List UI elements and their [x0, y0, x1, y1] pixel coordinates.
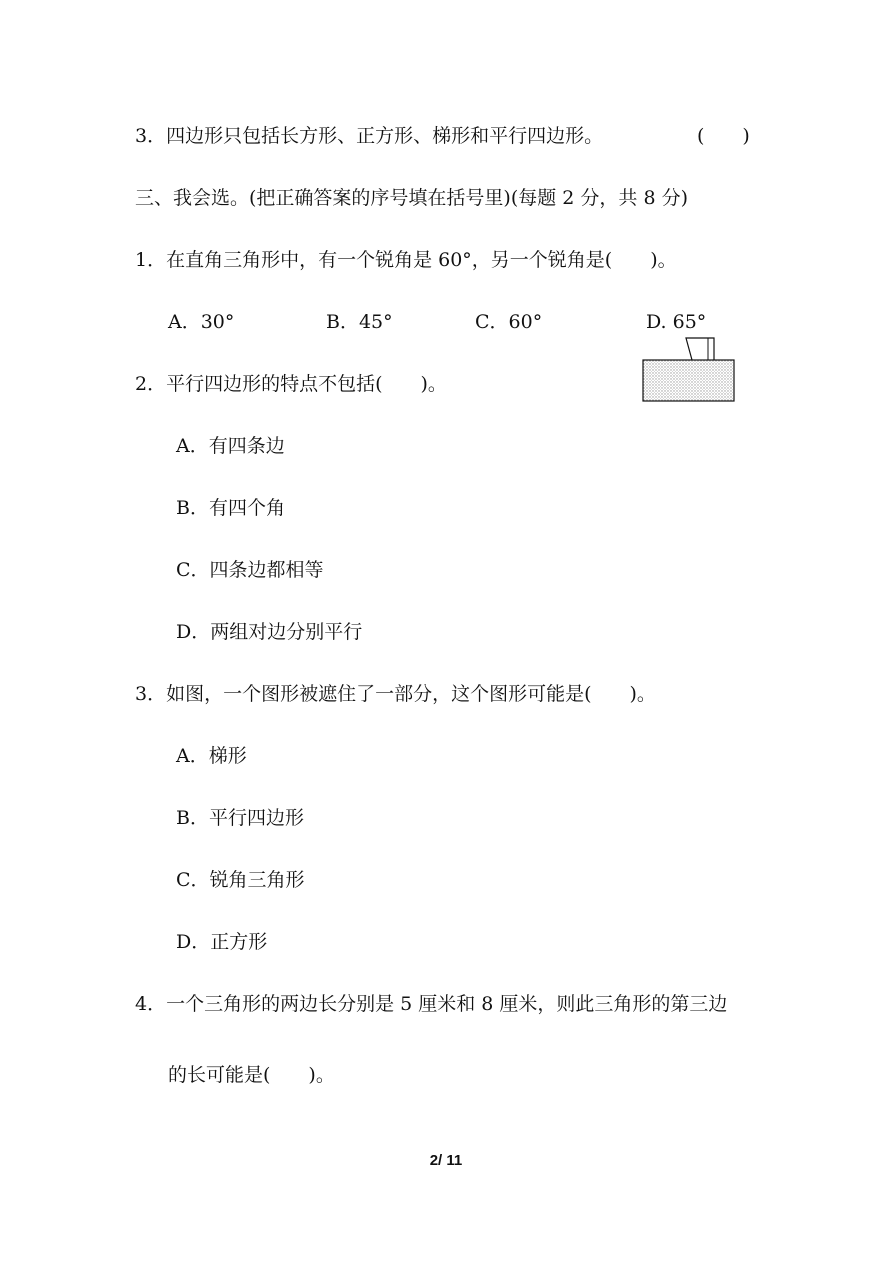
question-3: 3．如图，一个图形被遮住了一部分，这个图形可能是( )。 [135, 683, 656, 705]
q2-option-a[interactable]: A．有四条边 [176, 435, 285, 457]
judge-question-3: 3．四边形只包括长方形、正方形、梯形和平行四边形。 [135, 125, 604, 147]
answer-bracket[interactable]: ( ) [697, 125, 750, 147]
q3-option-d[interactable]: D．正方形 [176, 931, 268, 953]
cover-rectangle [643, 360, 734, 401]
q3-option-c[interactable]: C．锐角三角形 [176, 869, 305, 891]
question-1: 1．在直角三角形中，有一个锐角是 60°，另一个锐角是( )。 [135, 249, 677, 271]
q1-option-a[interactable]: A．30° [168, 311, 235, 333]
covered-shape-figure [640, 336, 738, 404]
q2-option-d[interactable]: D．两组对边分别平行 [176, 621, 363, 643]
question-4-line-2: 的长可能是( )。 [168, 1064, 335, 1086]
q3-option-a[interactable]: A．梯形 [176, 745, 247, 767]
q2-option-c[interactable]: C．四条边都相等 [176, 559, 324, 581]
q1-option-b[interactable]: B．45° [326, 311, 393, 333]
q3-option-b[interactable]: B．平行四边形 [176, 807, 304, 829]
visible-shape-edges [686, 338, 714, 360]
question-4-line-1: 4．一个三角形的两边长分别是 5 厘米和 8 厘米，则此三角形的第三边 [135, 993, 728, 1015]
page-number: 2/ 11 [429, 1152, 463, 1169]
section-heading: 三、我会选。(把正确答案的序号填在括号里)(每题 2 分，共 8 分) [135, 187, 688, 209]
q1-option-c[interactable]: C．60° [475, 311, 543, 333]
question-2: 2．平行四边形的特点不包括( )。 [135, 373, 447, 395]
q1-option-d[interactable]: D. 65° [646, 311, 707, 333]
q2-option-b[interactable]: B．有四个角 [176, 497, 285, 519]
